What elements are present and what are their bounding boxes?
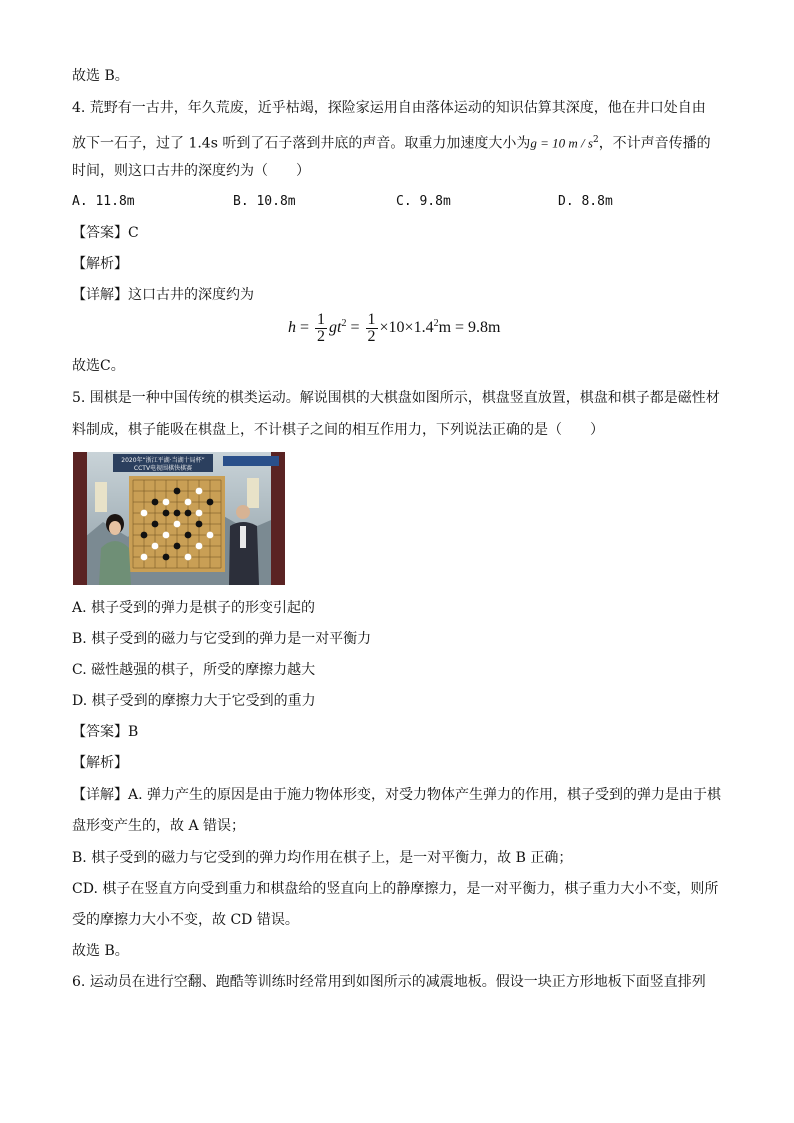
gravity-value: g = 10 m / s (530, 135, 593, 151)
q5-answer: 【答案】B (72, 724, 139, 740)
q4-equation: h = $\frac{1}{2}$ $gt^2$ = $\frac{1}{2}$ $\times 10\times 1.4^2m = 9.8m$ (288, 311, 501, 345)
q5-detail-line-2: 盘形变产生的，故 A 错误； (72, 818, 246, 834)
q4-text: 放下一石子，过了 1.4s 听到了石子落到井底的声音。取重力加速度大小为 (72, 135, 531, 152)
q5-option-d: D. 棋子受到的摩擦力大于它受到的重力 (72, 693, 316, 709)
q4-detail: 【详解】这口古井的深度约为 (72, 287, 254, 303)
q5-option-c: C. 磁性越强的棋子，所受的摩擦力越大 (72, 662, 316, 678)
eq-product: ×10×1.4 (379, 319, 434, 337)
eq-result: m = 9.8m (438, 319, 501, 337)
eq-gt: gt (329, 319, 342, 337)
q5-option-a: A. 棋子受到的弹力是棋子的形变引起的 (72, 600, 316, 616)
eq-h: h (288, 319, 296, 337)
q5-selection: 故选 B。 (72, 943, 129, 959)
q4-option-a: A. 11.8m (72, 194, 135, 209)
photo-caption-sub: CCTV电视围棋快棋赛 (133, 465, 193, 472)
question-4-line-3: 时间，则这口古井的深度约为（ ） (72, 163, 310, 179)
gravity-exponent: 2 (592, 135, 599, 145)
q5-option-b: B. 棋子受到的磁力与它受到的弹力是一对平衡力 (72, 631, 372, 647)
q5-detail-line-3: B. 棋子受到的磁力与它受到的弹力均作用在棋子上，是一对平衡力，故 B 正确； (72, 850, 573, 866)
eq-fraction-2: $\frac{1}{2}$ (367, 311, 376, 345)
question-5-line-1: 5. 围棋是一种中国传统的棋类运动。解说围棋的大棋盘如图所示，棋盘竖直放置，棋盘和棋子都是磁性材 (72, 390, 720, 406)
eq-equals-2: = (350, 319, 360, 337)
q5-analysis-label: 【解析】 (72, 755, 128, 771)
q4-selection: 故选C。 (72, 358, 125, 374)
prev-conclusion: 故选 B。 (72, 68, 129, 84)
q5-detail-line-1: 【详解】A. 弹力产生的原因是由于施力物体形变，对受力物体产生弹力的作用，棋子受到的弹力是由于棋 (72, 787, 722, 803)
q4-option-c: C. 9.8m (396, 194, 451, 209)
q5-detail-line-4: CD. 棋子在竖直方向受到重力和棋盘给的竖直向上的静摩擦力，是一对平衡力，棋子重力大小不变，则所 (72, 881, 719, 897)
question-6-line-1: 6. 运动员在进行空翻、跑酷等训练时经常用到如图所示的减震地板。假设一块正方形地板下面竖直排列 (72, 974, 706, 990)
go-board-broadcast-photo (73, 452, 285, 585)
q4-option-b: B. 10.8m (233, 194, 296, 209)
eq-equals: = (300, 319, 310, 337)
q5-detail-line-5: 受的摩擦力大小不变，故 CD 错误。 (72, 912, 299, 928)
q4-analysis-label: 【解析】 (72, 256, 128, 272)
question-4-line-1: 4. 荒野有一古井，年久荒废，近乎枯竭，探险家运用自由落体运动的知识估算其深度，他在井口处自由 (72, 100, 706, 116)
question-4-line-2 (72, 130, 711, 154)
photo-caption-title: 2020年“浙江平湖·当湖十局杯” (121, 457, 205, 464)
eq-fraction-1: $\frac{1}{2}$ (317, 311, 326, 345)
question-5-line-2: 料制成，棋子能吸在棋盘上，不计棋子之间的相互作用力，下列说法正确的是（ ） (72, 422, 604, 438)
q4-text-tail: ，不计声音传播的 (598, 135, 711, 152)
q4-option-d: D. 8.8m (558, 194, 613, 209)
q4-answer: 【答案】C (72, 225, 139, 241)
